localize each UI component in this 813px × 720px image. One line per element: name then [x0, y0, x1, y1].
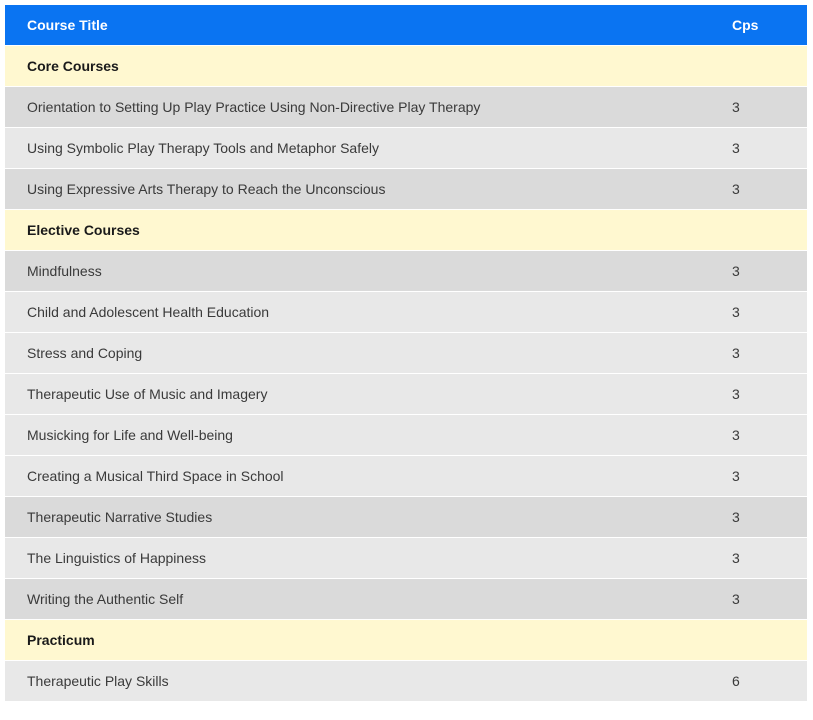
table-row	[5, 415, 807, 456]
table-row	[5, 169, 807, 210]
course-title: Stress and Coping	[5, 333, 712, 374]
course-cps: 3	[712, 579, 807, 620]
table-row	[5, 579, 807, 620]
section-label: Core Courses	[5, 46, 712, 87]
course-cps: 3	[712, 292, 807, 333]
table-row	[5, 251, 807, 292]
course-cps: 3	[712, 251, 807, 292]
course-title: Creating a Musical Third Space in School	[5, 456, 712, 497]
section-cps-empty	[712, 210, 807, 251]
course-title: Writing the Authentic Self	[5, 579, 712, 620]
course-table-container	[5, 5, 807, 702]
course-title: Mindfulness	[5, 251, 712, 292]
course-cps: 3	[712, 169, 807, 210]
course-title: Musicking for Life and Well-being	[5, 415, 712, 456]
course-title: Therapeutic Play Skills	[5, 661, 712, 702]
table-row	[5, 374, 807, 415]
course-cps: 6	[712, 661, 807, 702]
course-cps: 3	[712, 538, 807, 579]
section-cps-empty	[712, 46, 807, 87]
course-cps: 3	[712, 497, 807, 538]
course-cps: 3	[712, 456, 807, 497]
section-cps-empty	[712, 620, 807, 661]
table-row	[5, 333, 807, 374]
course-cps: 3	[712, 374, 807, 415]
course-cps: 3	[712, 87, 807, 128]
section-label: Elective Courses	[5, 210, 712, 251]
table-row	[5, 456, 807, 497]
course-title: The Linguistics of Happiness	[5, 538, 712, 579]
column-header-course-title: Course Title	[5, 5, 712, 46]
column-header-cps: Cps	[712, 5, 807, 46]
course-title: Therapeutic Narrative Studies	[5, 497, 712, 538]
table-row	[5, 128, 807, 169]
section-row-core-courses	[5, 46, 807, 87]
table-row	[5, 292, 807, 333]
course-title: Child and Adolescent Health Education	[5, 292, 712, 333]
course-cps: 3	[712, 128, 807, 169]
section-label: Practicum	[5, 620, 712, 661]
course-title: Orientation to Setting Up Play Practice Using Non-Directive Play Therapy	[5, 87, 712, 128]
table-row	[5, 87, 807, 128]
course-table	[5, 5, 807, 702]
course-title: Using Symbolic Play Therapy Tools and Metaphor Safely	[5, 128, 712, 169]
table-row	[5, 538, 807, 579]
section-row-elective-courses	[5, 210, 807, 251]
table-row	[5, 661, 807, 702]
table-header-row	[5, 5, 807, 46]
course-cps: 3	[712, 333, 807, 374]
section-row-practicum	[5, 620, 807, 661]
course-title: Therapeutic Use of Music and Imagery	[5, 374, 712, 415]
course-title: Using Expressive Arts Therapy to Reach the Unconscious	[5, 169, 712, 210]
course-cps: 3	[712, 415, 807, 456]
table-row	[5, 497, 807, 538]
